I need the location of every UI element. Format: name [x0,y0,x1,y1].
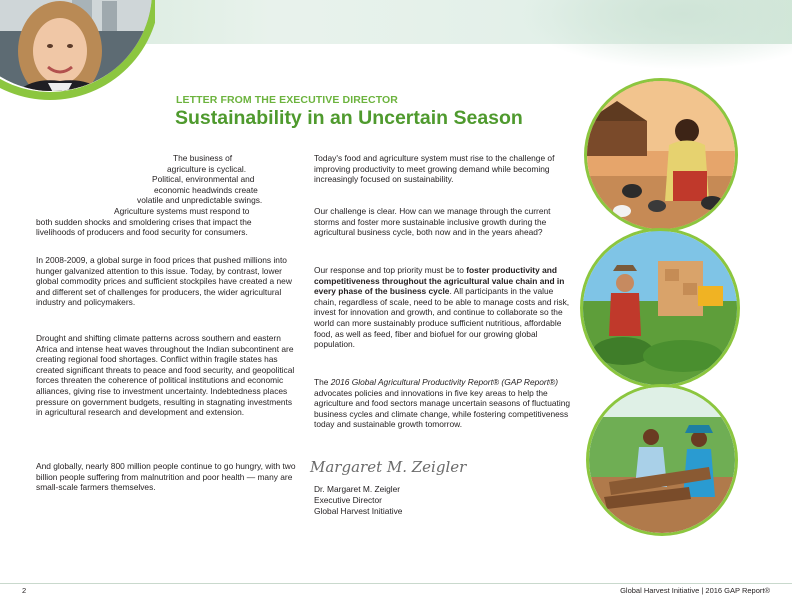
col2-para3 [314,265,572,350]
col1-p1-line: The business of [173,153,233,163]
col2-p3-lead: Our response and top priority must be to [314,265,467,275]
illustration-harvest-farmer [580,228,740,388]
col1-para3: Drought and shifting climate patterns across southern and eastern Africa and intense heat waves throughout the Indian subcontinent are creating regional food shortages. Conflict within fragile states has created significant threats to peace and food security, and geopolitical forces threaten the coherence of political institutions and economic alliances, giving rise to investment uncertainty. Indebtedness places pressure on government budgets, resulting in stagnating investments in agricultural research and development and extension. [36,333,295,418]
col1-p1-line: livelihoods of producers and food security for consumers. [36,227,248,238]
col1-para4: And globally, nearly 800 million people continue to go hungry, with two billion people suffering from malnutrition and poor health — many are small-scale farmers themselves. [36,461,296,493]
page-title: Sustainability in an Uncertain Season [175,107,523,129]
col1-para2: In 2008-2009, a global surge in food prices that pushed millions into hunger galvanized attention to this issue. Today, by contrast, lower global commodity prices and sufficient stockpiles have created a new and different set of challenges for producers, the wider agricultural industry and policymakers. [36,255,292,308]
footer-report: Global Harvest Initiative | 2016 GAP Report® [620,586,770,595]
col1-p1-line: agriculture is cyclical. [167,163,247,174]
col1-p1-line: both sudden shocks and smoldering crises that impact the [36,216,252,227]
kicker: LETTER FROM THE EXECUTIVE DIRECTOR [176,94,398,106]
illustration-women-carrying-crops [586,384,738,536]
footer-rule [0,583,792,584]
signature-org: Global Harvest Initiative [314,506,403,516]
portrait-photo [0,0,152,91]
col2-para1: Today's food and agriculture system must rise to the challenge of improving productivity to meet growing demand while becoming increasingly focused on sustainability. [314,153,555,185]
col2-p3-emphasis: foster productivity and competitiveness throughout the agricultural value chain and in every phase of the business cycle [314,265,565,297]
col2-para2: Our challenge is clear. How can we manage through the current storms and foster more sustainable inclusive growth during the agricultural business cycle, both now and in the years ahead? [314,206,551,238]
col2-p4-pre: The [314,377,331,387]
signature-script: Margaret M. Zeigler [310,458,467,476]
page-number: 2 [22,586,27,595]
col1-p1-line: economic headwinds create [154,184,258,195]
signature-role: Executive Director [314,495,382,505]
col1-para1 [36,153,298,238]
illustration-poultry-farmer [584,78,738,232]
col1-p1-line: volatile and unpredictable swings. [137,195,263,206]
signature-name: Dr. Margaret M. Zeigler [314,484,401,494]
header-wash-right [520,0,792,70]
col1-p1-line: Agriculture systems must respond to [114,205,250,216]
col2-p4-rest: advocates policies and innovations in five key areas to help the agriculture and food sectors manage uncertain seasons of fluctuating business cycles and climate change, while fostering competitiveness today and sustainable growth tomorrow. [314,387,571,430]
col2-p4-report-title: 2016 Global Agricultural Productivity Report® (GAP Report®) [330,377,559,387]
col1-p1-line: Political, environmental and [152,174,255,185]
col2-para4 [314,377,572,430]
col2-p3-rest: . All participants in the value chain, regardless of scale, need to be able to manage costs and risk, invest for innovation and growth, and continue to collaborate so the world can more sustainably produce sufficient nutritious, affordable food, as well as feed, fiber and biofuel for our growing global population. [314,286,570,350]
